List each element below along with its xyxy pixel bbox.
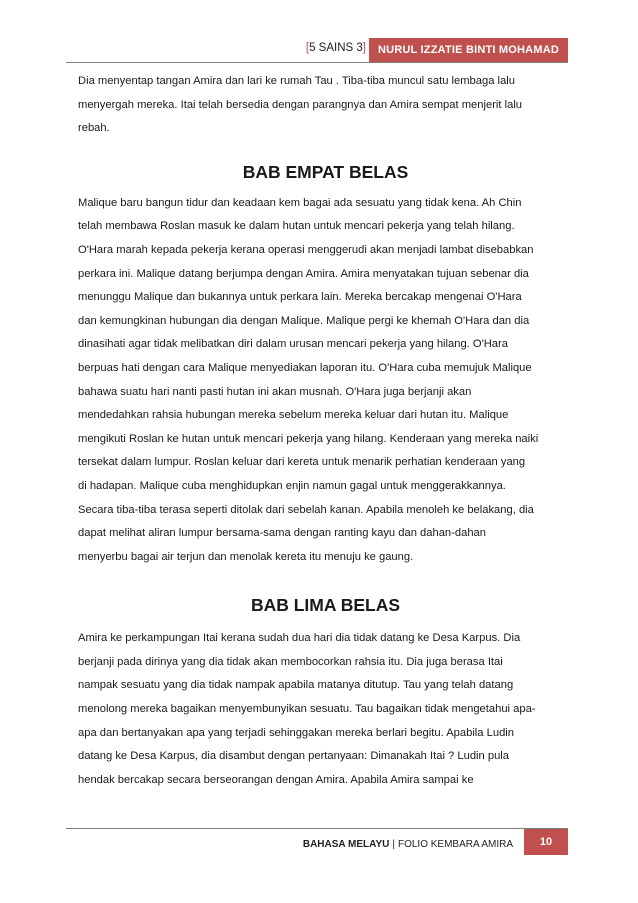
chapter-14-paragraph	[78, 192, 573, 570]
class-label-text: 5 SAINS 3	[309, 42, 363, 54]
footer-book-title: FOLIO KEMBARA AMIRA	[397, 839, 513, 850]
text-line: datang ke Desa Karpus, dia disambut dengan pertanyaan: Dimanakah Itai ? Ludin pula	[78, 750, 510, 763]
text-line: telah membawa Roslan masuk ke dalam hutan untuk mencari pekerja yang telah hilang.	[78, 220, 515, 233]
text-line: O'Hara marah kepada pekerja kerana operasi menggerudi akan menjadi lambat disebabkan	[78, 243, 534, 256]
text-line: apa dan bertanyakan apa yang terjadi sehinggakan mereka berlari begitu. Apabila Ludin	[78, 726, 515, 739]
chapter-15-paragraph	[78, 627, 573, 792]
page-number: 10	[539, 836, 553, 848]
class-label	[306, 42, 366, 54]
text-line: Malique baru bangun tidur dan keadaan kem bagai ada sesuatu yang tidak kena. Ah Chin	[78, 196, 522, 209]
author-banner	[369, 38, 568, 62]
bracket-close: ]	[362, 42, 366, 54]
text-line: hendak bercakap secara berseorangan dengan Amira. Apabila Amira sampai ke	[78, 773, 474, 786]
text-line: dinasihati agar tidak melibatkan diri dalam urusan mencari pekerja yang hilang. O'Hara	[78, 338, 508, 351]
author-name: NURUL IZZATIE BINTI MOHAMAD	[378, 44, 559, 56]
text-line: rebah.	[78, 122, 110, 135]
text-line: menunggu Malique dan bukannya untuk perkara lain. Mereka bercakap mengenai O'Hara	[78, 291, 522, 304]
text-line: berjanji pada dirinya yang dia tidak akan membocorkan rahsia itu. Dia juga berasa Itai	[78, 655, 503, 668]
footer-separator: |	[392, 839, 395, 850]
header-divider	[66, 62, 568, 63]
text-line: mendedahkan rahsia hubungan mereka sebelum mereka keluar dari hutan itu. Malique	[78, 409, 509, 422]
text-line: menolong mereka bagaikan menyembunyikan sesuatu. Tau bagaikan tidak mengetahui apa-	[78, 703, 536, 716]
page-footer	[0, 829, 638, 855]
text-line: bahawa suatu hari nanti pasti hutan ini akan musnah. O'Hara juga berjanji akan	[78, 385, 472, 398]
text-line: Secara tiba-tiba terasa seperti ditolak dari sebelah kanan. Apabila menoleh ke belakang, dia	[78, 503, 534, 516]
text-line: mengikuti Roslan ke hutan untuk mencari pekerja yang hilang. Kenderaan yang mereka naiki	[78, 432, 539, 445]
text-line: tersekat dalam lumpur. Roslan keluar dari kereta untuk menarik perhatian kenderaan yang	[78, 456, 526, 469]
text-line: nampak sesuatu yang dia tidak nampak apabila matanya ditutup. Tau yang telah datang	[78, 679, 514, 692]
text-line: menyergah mereka. Itai telah bersedia dengan parangnya dan Amira sempat menjerit lalu	[78, 98, 523, 111]
text-line: dapat melihat aliran lumpur bersama-sama dengan ranting kayu dan dahan-dahan	[78, 527, 486, 540]
document-body	[78, 70, 573, 792]
text-line: Dia menyentap tangan Amira dan lari ke rumah Tau . Tiba-tiba muncul satu lembaga lalu	[78, 75, 515, 87]
text-line: di hadapan. Malique cuba menghidupkan enjin namun gagal untuk menggerakkannya.	[78, 479, 506, 492]
intro-paragraph	[78, 70, 573, 141]
chapter-15-title: BAB LIMA BELAS	[250, 595, 401, 616]
footer-caption	[303, 839, 513, 850]
text-line: dan kemungkinan hubungan dia dengan Malique. Malique pergi ke khemah O'Hara dan dia	[78, 314, 530, 327]
text-line: Amira ke perkampungan Itai kerana sudah dua hari dia tidak datang ke Desa Karpus. Dia	[78, 632, 521, 645]
text-line: berpuas hati dengan cara Malique menyediakan laporan itu. O'Hara cuba memujuk Malique	[78, 361, 532, 374]
page-header	[0, 38, 638, 62]
text-line: menyerbu bagai air terjun dan menolak kereta itu menuju ke gaung.	[78, 550, 414, 563]
page-number-badge	[524, 829, 568, 855]
chapter-14-title: BAB EMPAT BELAS	[242, 161, 409, 182]
footer-subject: BAHASA MELAYU	[302, 839, 390, 850]
text-line: perkara ini. Malique datang berjumpa dengan Amira. Amira menyatakan tujuan sebenar dia	[78, 267, 529, 280]
bracket-open: [	[305, 42, 310, 54]
